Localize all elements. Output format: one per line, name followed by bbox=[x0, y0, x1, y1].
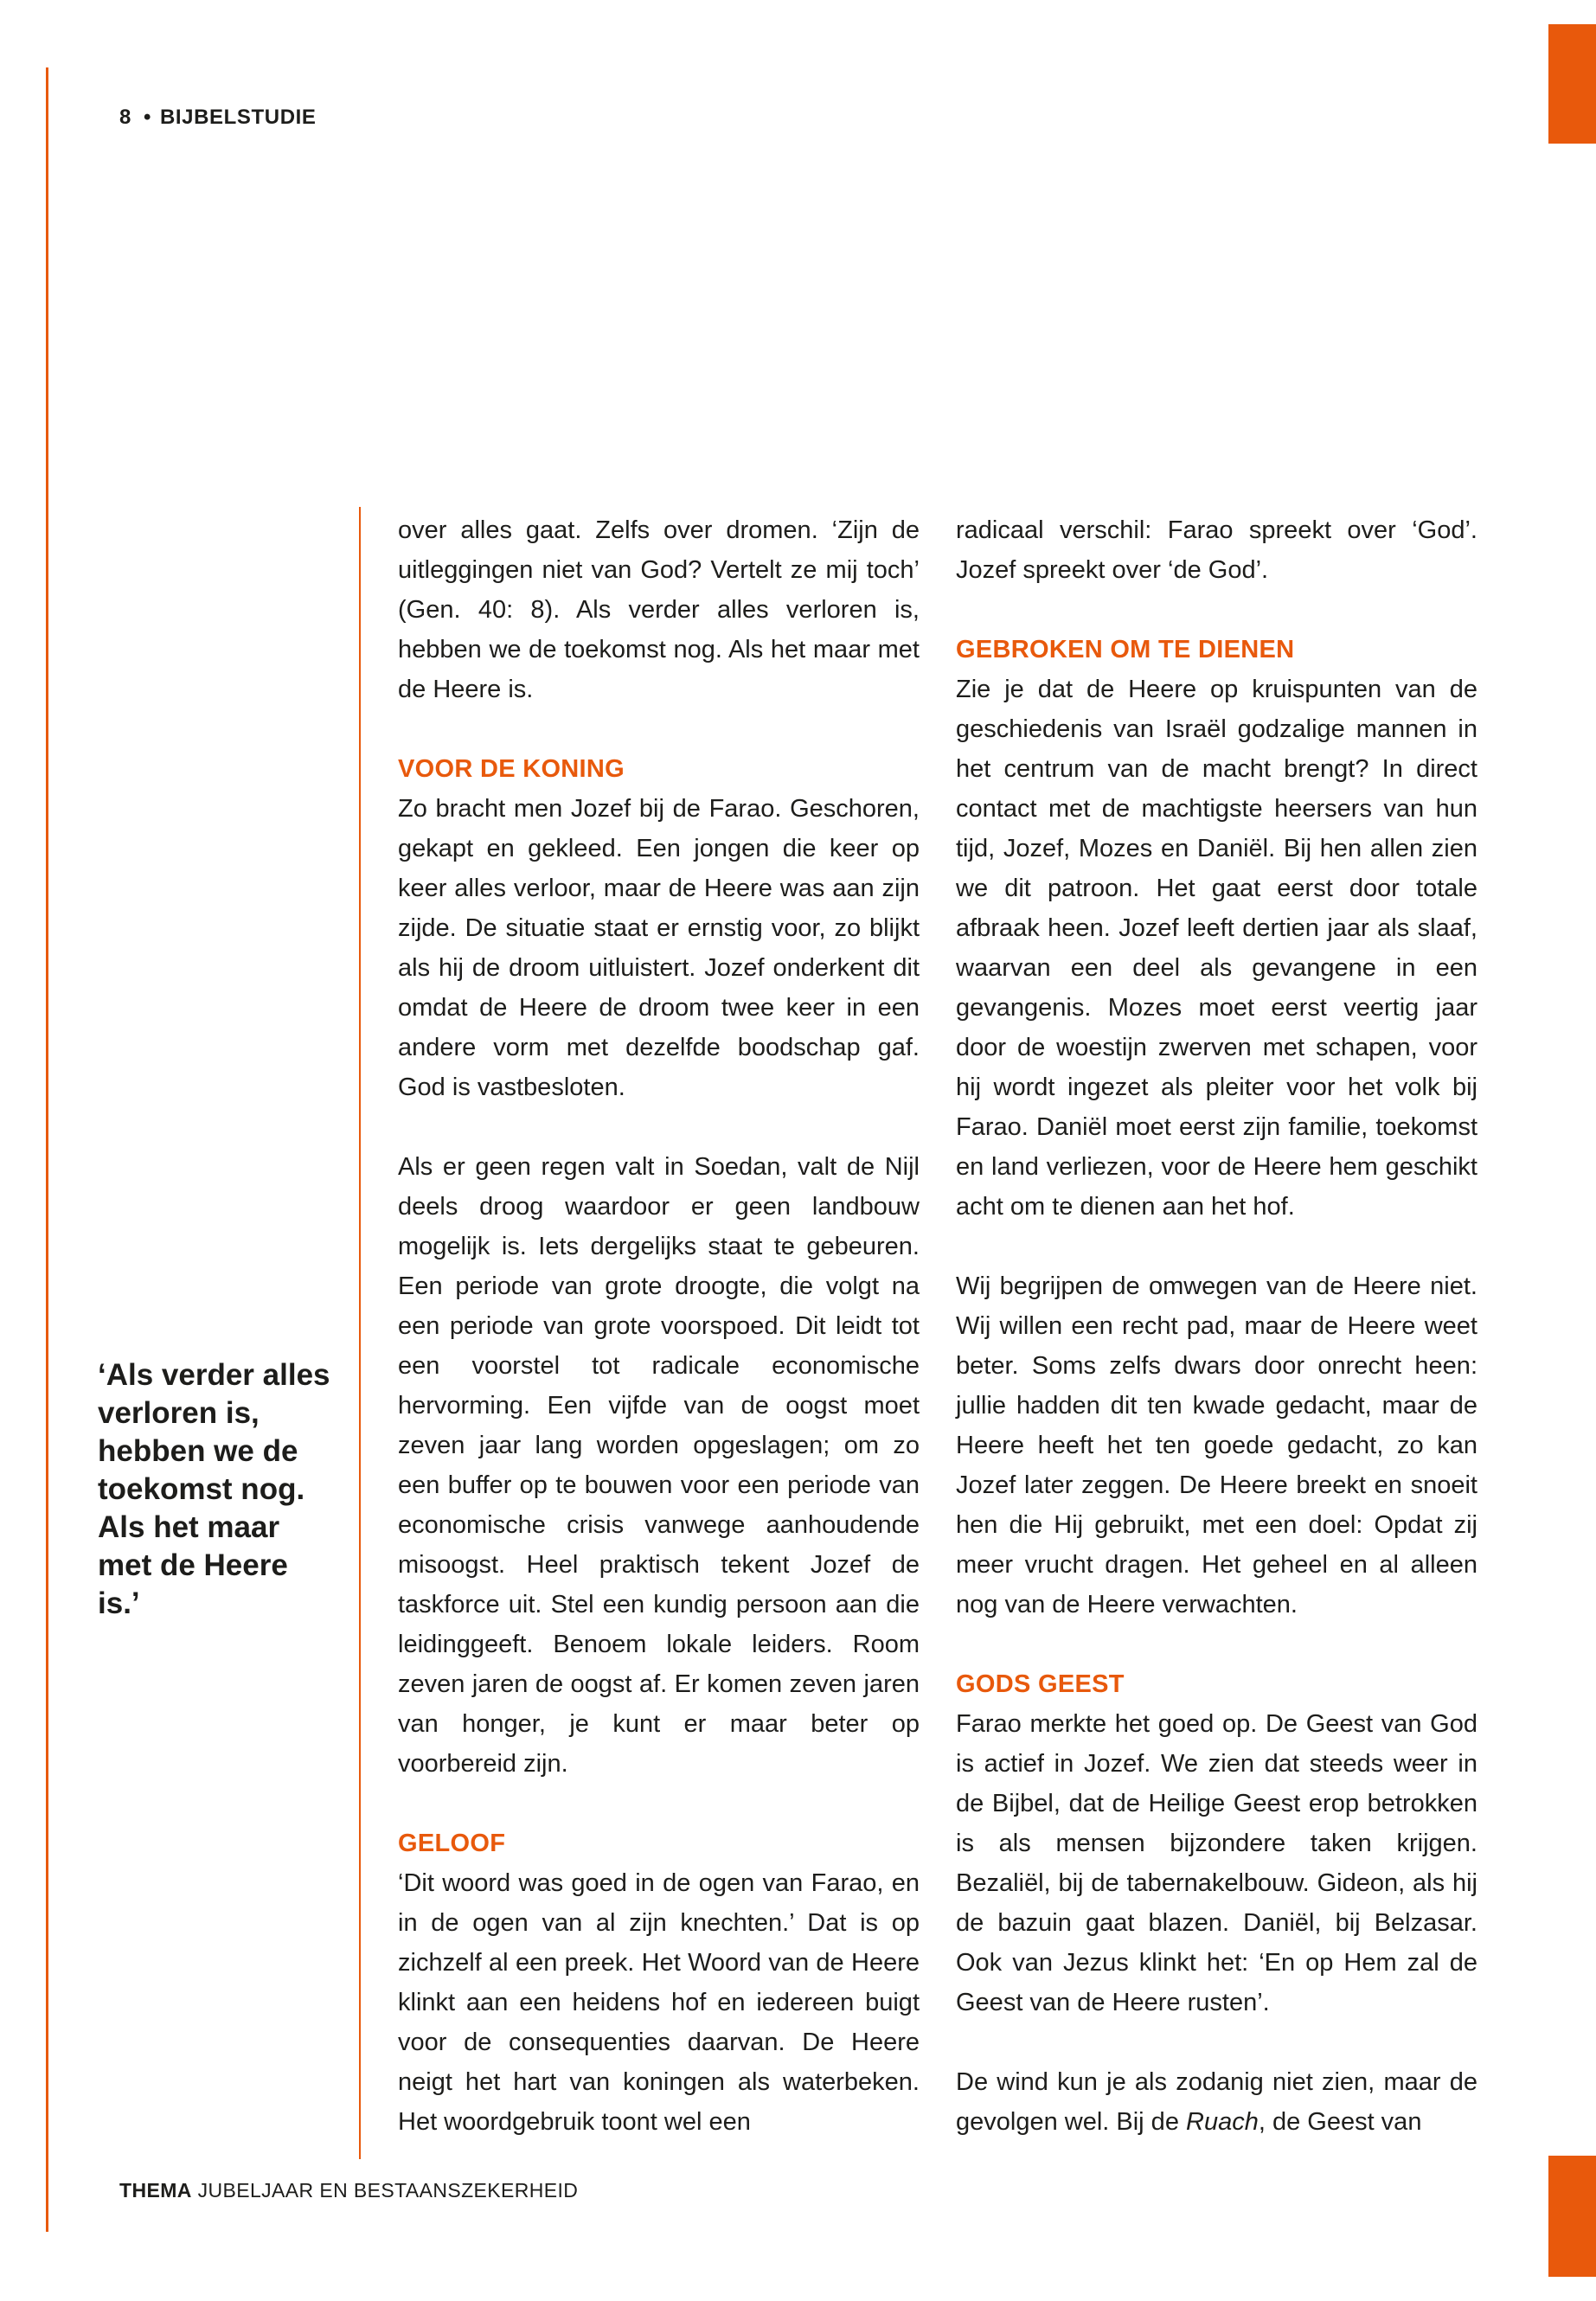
paragraph: Wij begrijpen de omwegen van de Heere niet. Wij willen een recht pad, maar de Heere weet beter. Soms zelfs dwars door onrecht heen: jullie hadden dit ten kwade gedacht, maar de Heere heeft het ten goede gedacht, zo kan Jozef later zeggen. De Heere breekt en snoeit hen die Hij gebruikt, met een doel: Opdat zij meer vrucht dragen. Het geheel en al alleen nog van de Heere verwachten. bbox=[956, 1272, 1477, 1618]
section-heading: VOOR DE KONING bbox=[398, 755, 625, 783]
column-rule bbox=[359, 507, 361, 2159]
paragraph: ‘Dit woord was goed in de ogen van Farao, en in de ogen van al zijn knechten.’ Dat is op zichzelf al een preek. Het Woord van de Heere klinkt aan een heidens hof en iedereen buigt voor de consequenties daarvan. De Heere neigt het hart van koningen als waterbeken. Het woordgebruik toont wel een bbox=[398, 1869, 920, 2136]
text-column-right bbox=[956, 510, 1477, 2142]
paragraph: Zo bracht men Jozef bij de Farao. Geschoren, gekapt en gekleed. Een jongen die keer op keer alles verloor, maar de Heere was aan zijn zijde. De situatie staat er ernstig voor, zo blijkt als hij de droom uitluistert. Jozef onderkent dit omdat de Heere de droom twee keer in een andere vorm met dezelfde boodschap gaf. God is vastbesloten. bbox=[398, 795, 920, 1101]
section-heading: GEBROKEN OM TE DIENEN bbox=[956, 636, 1295, 663]
footer-title: JUBELJAAR EN BESTAANSZEKERHEID bbox=[197, 2179, 579, 2202]
margin-rule bbox=[46, 67, 48, 2232]
pull-quote: ‘Als verder alles verloren is, hebben we de toekomst nog. Als het maar met de Heere is.’ bbox=[98, 1358, 330, 1620]
paragraph: radicaal verschil: Farao spreekt over ‘God’. Jozef spreekt over ‘de God’. bbox=[956, 516, 1477, 584]
section-heading: GELOOF bbox=[398, 1830, 506, 1857]
italic-term: Ruach bbox=[1186, 2108, 1259, 2136]
paragraph: over alles gaat. Zelfs over dromen. ‘Zijn de uitleggingen niet van God? Vertelt ze mij toch’ (Gen. 40: 8). Als verder alles verloren is, hebben we de toekomst nog. Als het maar met de Heere is. bbox=[398, 516, 920, 703]
footer bbox=[119, 2179, 578, 2202]
paragraph-text: , de Geest van bbox=[1258, 2108, 1422, 2136]
page-number: 8 bbox=[119, 106, 131, 129]
header-separator: • bbox=[143, 106, 151, 129]
running-head bbox=[119, 106, 317, 130]
footer-brand: THEMA bbox=[119, 2179, 192, 2202]
section-heading: GODS GEEST bbox=[956, 1670, 1125, 1698]
paragraph bbox=[956, 2062, 1477, 2142]
section-title: BIJBELSTUDIE bbox=[159, 106, 317, 129]
paragraph-text: De wind kun je als zodanig niet zien, maar de gevolgen wel. Bij de bbox=[956, 2068, 1477, 2136]
paragraph: Zie je dat de Heere op kruispunten van de geschiedenis van Israël godzalige mannen in het centrum van de macht brengt? In direct contact met de machtigste heersers van hun tijd, Jozef, Mozes en Daniël. Bij hen allen zien we dit patroon. Het gaat eerst door totale afbraak heen. Jozef leeft dertien jaar als slaaf, waarvan een deel als gevangene in een gevangenis. Mozes moet eerst veertig jaar door de woestijn zwerven met schapen, voor hij wordt ingezet als pleiter voor het volk bij Farao. Daniël moet eerst zijn familie, toekomst en land verliezen, voor de Heere hem geschikt acht om te dienen aan het hof. bbox=[956, 676, 1477, 1221]
text-column-left bbox=[398, 510, 920, 2142]
paragraph: Als er geen regen valt in Soedan, valt de Nijl deels droog waardoor er geen landbouw mogelijk is. Iets dergelijks staat te gebeuren. Een periode van grote droogte, die volgt na een periode van grote voorspoed. Dit leidt tot een voorstel tot radicale economische hervorming. Een vijfde van de oogst moet zeven jaar lang worden opgeslagen; om zo een buffer op te bouwen voor een periode van economische crisis vanwege aanhoudende misoogst. Heel praktisch tekent Jozef de taskforce uit. Stel een kundig persoon aan die leidinggeeft. Benoem lokale leiders. Room zeven jaren de oogst af. Er komen zeven jaren van honger, je kunt er maar beter op voorbereid zijn. bbox=[398, 1153, 920, 1778]
page-tab-top bbox=[1548, 24, 1596, 144]
page-tab-bottom bbox=[1548, 2156, 1596, 2277]
paragraph: Farao merkte het goed op. De Geest van God is actief in Jozef. We zien dat steeds weer in de Bijbel, dat de Heilige Geest erop betrokken is als mensen bijzondere taken krijgen. Bezaliël, bij de tabernakelbouw. Gideon, als hij de bazuin gaat blazen. Daniël, bij Belzasar. Ook van Jezus klinkt het: ‘En op Hem zal de Geest van de Heere rusten’. bbox=[956, 1710, 1477, 2016]
